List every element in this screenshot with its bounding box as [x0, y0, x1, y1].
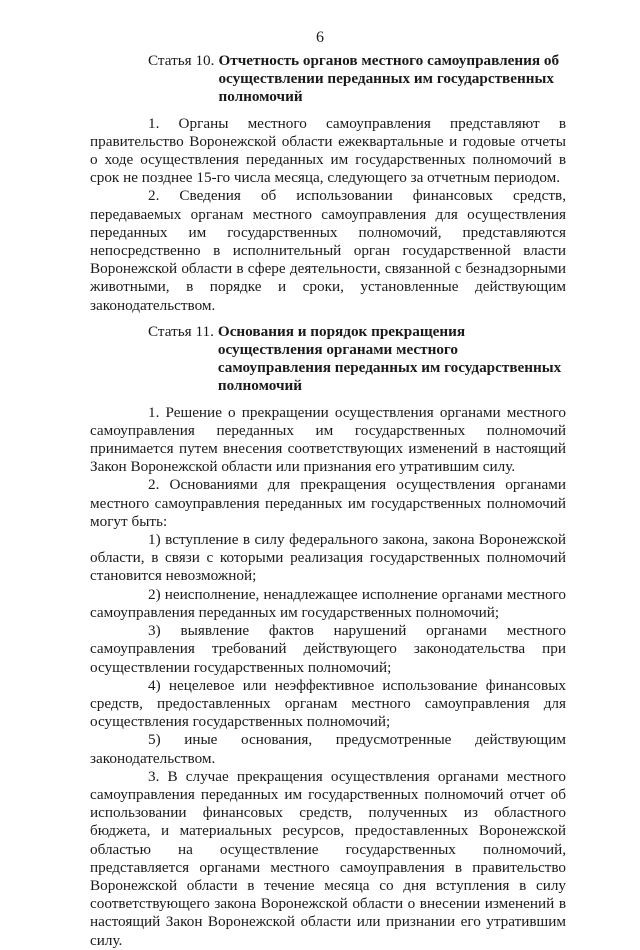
article-10-number: Статья 10. [148, 52, 215, 69]
article-11-paragraph-1: 1. Решение о прекращении осуществления органами местного самоуправления переданных им государственных полномочий принимается путем внесения соответствующих изменений в настоящий Закон Воронежской области или признания его утратившим силу. [90, 403, 566, 476]
article-11-item-1: 1) вступление в силу федерального закона, закона Воронежской области, в связи с которыми реализация государственных полномочий становится невозможной; [90, 531, 566, 585]
article-11-item-4: 4) нецелевое или неэффективное использование финансовых средств, предоставленных органам местного самоуправления для осуществления государственных полномочий; [90, 676, 566, 731]
article-11-title: Основания и порядок прекращения осуществления органами местного самоуправления переданных им государственных полномочий [217, 322, 562, 395]
article-11-paragraph-3: 3. В случае прекращения осуществления органами местного самоуправления переданных им государственных полномочий отчет об использовании финансовых средств, полученных из областного бюджета, и материальных ресурсов, предоставленных Воронежской областью на осуществление государственных полномочий, представляется органами местного самоуправления в правительство Воронежской области в течение месяца со дня вступления в силу соответствующего закона Воронежской области о внесении изменений в настоящий Закон Воронежской области или признании его утратившим силу. [90, 767, 566, 949]
document-body [90, 52, 566, 950]
article-11-item-5: 5) иные основания, предусмотренные действующим законодательством. [90, 731, 566, 767]
article-11-heading [90, 323, 566, 396]
article-10-title: Отчетность органов местного самоуправления об осуществлении переданных им государственных полномочий [218, 52, 560, 106]
article-11-item-2: 2) неисполнение, ненадлежащее исполнение органами местного самоуправления переданных им государственных полномочий; [90, 585, 566, 621]
article-10-paragraph-1: 1. Органы местного самоуправления представляют в правительство Воронежской области ежеквартальные и годовые отчеты о ходе осуществления переданных им государственных полномочий в срок не позднее 15-го числа месяца, следующего за отчетным периодом. [90, 114, 566, 187]
article-10-paragraph-2: 2. Сведения об использовании финансовых средств, передаваемых органам местного самоуправления для осуществления переданных им государственных полномочий, представляются непосредственно в исполнительный орган государственной власти Воронежской области в сфере деятельности, связанной с безнадзорными животными, в порядке и сроки, установленные действующим законодательством. [90, 187, 566, 314]
article-11-paragraph-2: 2. Основаниями для прекращения осуществления органами местного самоуправления переданных им государственных полномочий могут быть: [90, 476, 566, 530]
article-11-number: Статья 11. [148, 322, 214, 340]
article-10-heading [90, 52, 566, 107]
page-number: 6 [316, 29, 324, 46]
article-11-item-3: 3) выявление фактов нарушений органами местного самоуправления требований действующего законодательства при осуществлении государственных полномочий; [90, 622, 566, 676]
